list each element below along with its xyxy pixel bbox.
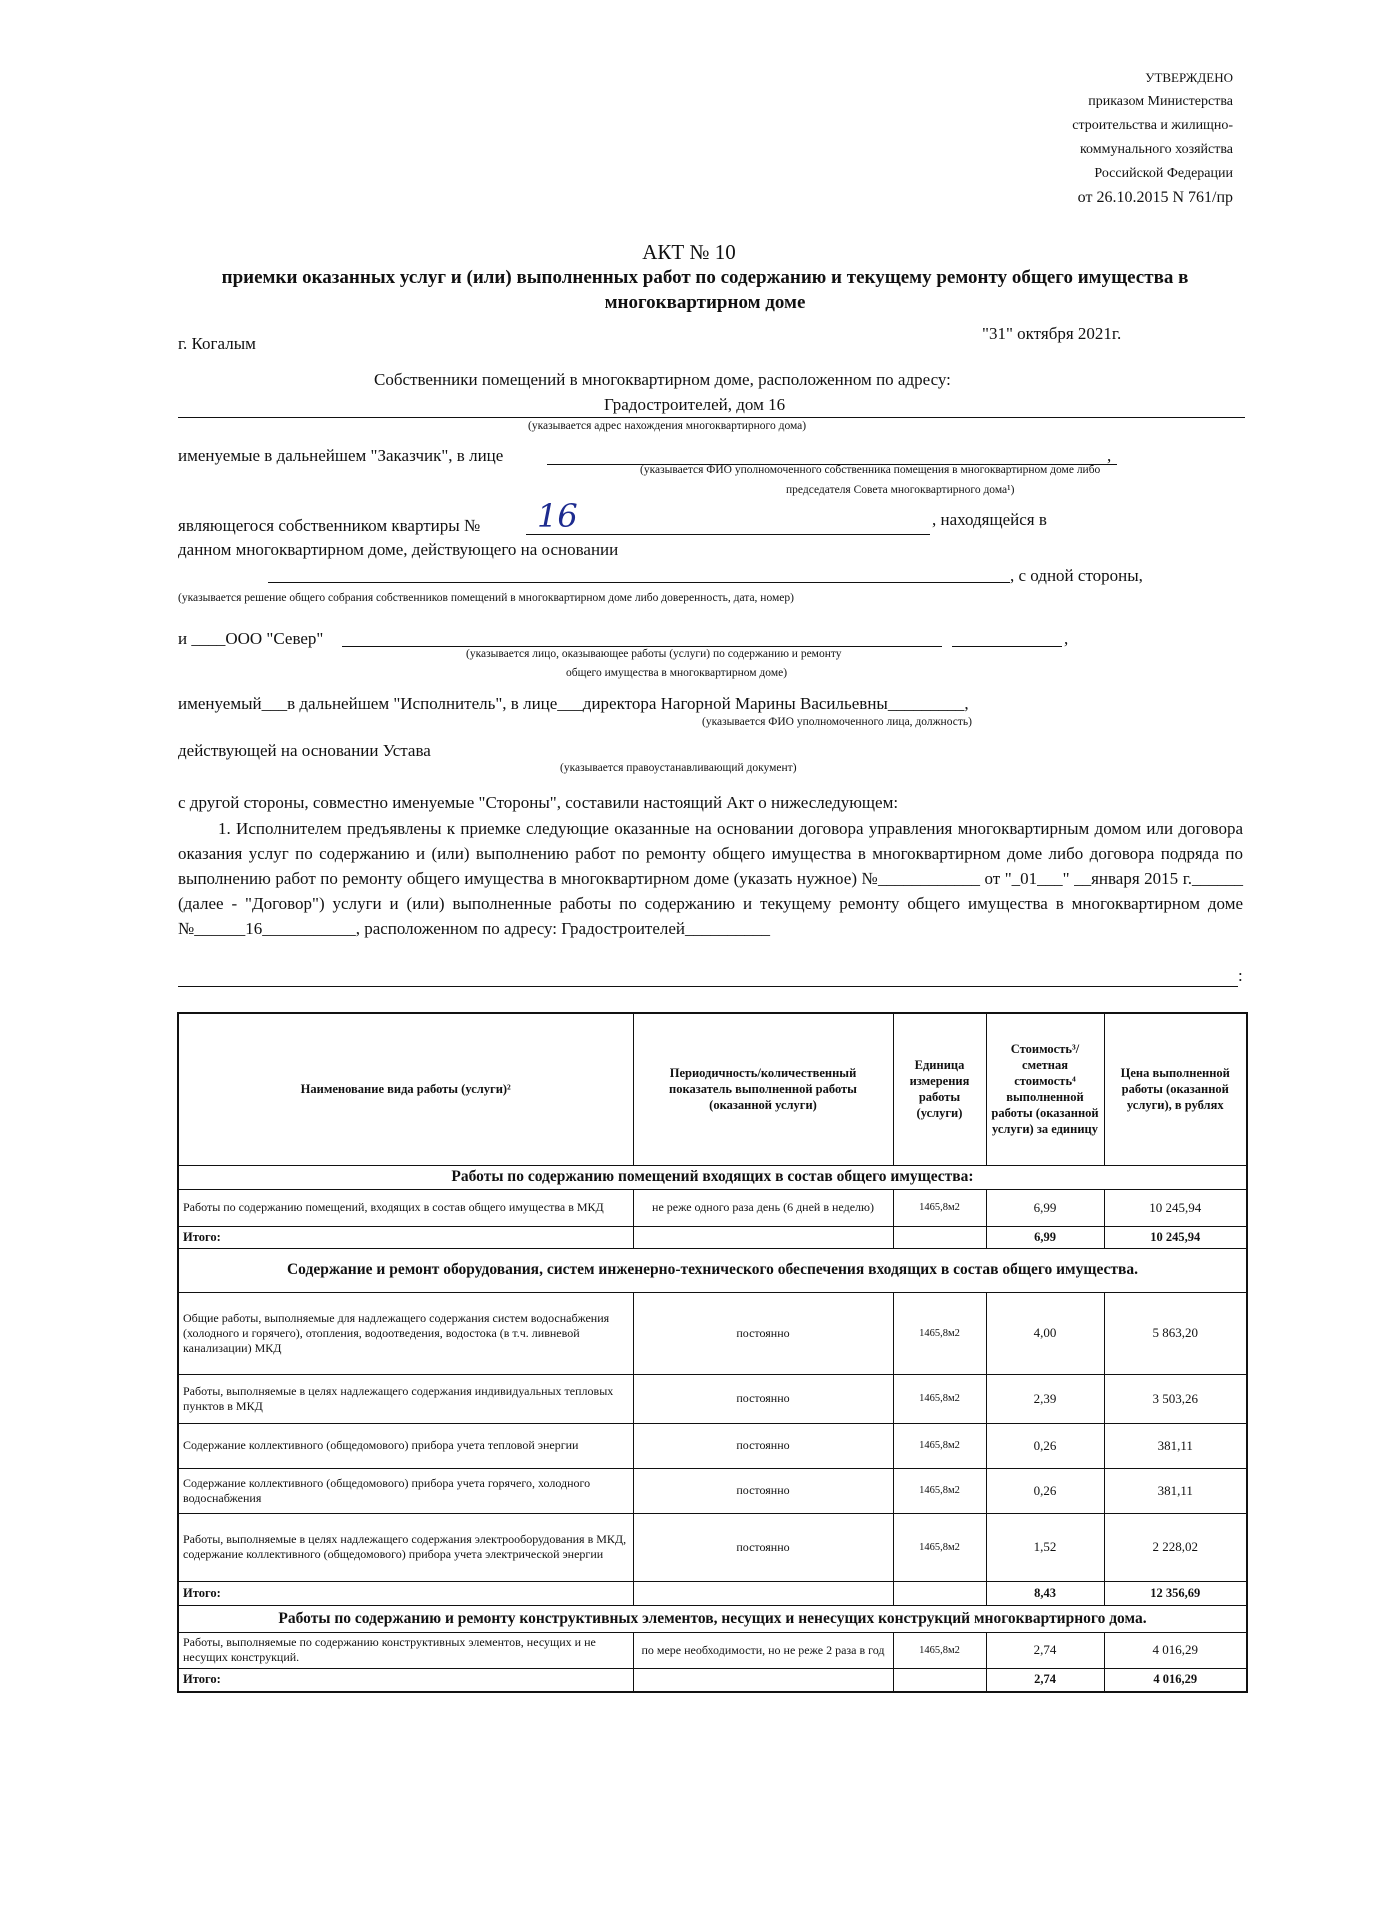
cell-name: Содержание коллективного (общедомового) прибора учета горячего, холодного водоснабжения bbox=[178, 1468, 633, 1513]
works-table bbox=[177, 1012, 1248, 1693]
basis-line: данном многоквартирном доме, действующего на основании bbox=[178, 540, 619, 559]
cell-name: Работы, выполняемые по содержанию конструктивных элементов, несущих и не несущих конструкций. bbox=[178, 1632, 633, 1668]
one-side: , с одной стороны, bbox=[1010, 566, 1143, 585]
header-price: Цена выполненной работы (оказанной услуги), в рублях bbox=[1104, 1013, 1247, 1165]
total-label: Итого: bbox=[178, 1226, 633, 1248]
basis-hint: (указывается решение общего собрания собственников помещений в многоквартирном доме либо доверенность, дата, номер) bbox=[178, 592, 794, 604]
cell-period: постоянно bbox=[633, 1423, 893, 1468]
section-title: Содержание и ремонт оборудования, систем инженерно-технического обеспечения входящих в состав общего имущества. bbox=[178, 1248, 1247, 1292]
cell-name: Содержание коллективного (общедомового) прибора учета тепловой энергии bbox=[178, 1423, 633, 1468]
total-cost: 6,99 bbox=[986, 1226, 1104, 1248]
contractor-hint-2: общего имущества в многоквартирном доме) bbox=[566, 667, 788, 679]
total-label: Итого: bbox=[178, 1581, 633, 1605]
cell-name: Работы по содержанию помещений, входящих в состав общего имущества в МКД bbox=[178, 1189, 633, 1226]
contractor-underline-2 bbox=[952, 646, 1062, 647]
cell-cost: 6,99 bbox=[986, 1189, 1104, 1226]
table-row bbox=[178, 1423, 1247, 1468]
located-in: , находящейся в bbox=[932, 510, 1047, 529]
approval-block bbox=[1072, 66, 1233, 210]
approval-line: УТВЕРЖДЕНО bbox=[1145, 70, 1233, 85]
table-header-row bbox=[178, 1013, 1247, 1165]
cell-cost: 0,26 bbox=[986, 1423, 1104, 1468]
table-row bbox=[178, 1632, 1247, 1668]
total-cost: 2,74 bbox=[986, 1668, 1104, 1692]
cell-price: 2 228,02 bbox=[1104, 1513, 1247, 1581]
cell-cost: 1,52 bbox=[986, 1513, 1104, 1581]
other-side-line: с другой стороны, совместно именуемые "Стороны", составили настоящий Акт о нижеследующем: bbox=[178, 793, 899, 812]
table-row bbox=[178, 1292, 1247, 1374]
cell-price: 5 863,20 bbox=[1104, 1292, 1247, 1374]
total-price: 12 356,69 bbox=[1104, 1581, 1247, 1605]
header-name: Наименование вида работы (услуги)² bbox=[178, 1013, 633, 1165]
cell-period: постоянно bbox=[633, 1513, 893, 1581]
cell-price: 381,11 bbox=[1104, 1423, 1247, 1468]
acting-hint: (указывается правоустанавливающий документ) bbox=[560, 762, 797, 774]
header-cost: Стоимость³/сметная стоимость⁴ выполненной работы (оказанной услуги) за единицу bbox=[986, 1013, 1104, 1165]
cell-cost: 4,00 bbox=[986, 1292, 1104, 1374]
cell-period: постоянно bbox=[633, 1468, 893, 1513]
section-row bbox=[178, 1165, 1247, 1189]
clause-1-end: : bbox=[1238, 966, 1243, 985]
approval-line: Российской Федерации bbox=[1094, 166, 1233, 181]
address-underline bbox=[178, 417, 1245, 418]
cell-name: Работы, выполняемые в целях надлежащего содержания электрооборудования в МКД, содержание коллективного (общедомового) прибора учета электрической энергии bbox=[178, 1513, 633, 1581]
header-period: Периодичность/количественный показатель выполненной работы (оказанной услуги) bbox=[633, 1013, 893, 1165]
cell-period: постоянно bbox=[633, 1374, 893, 1423]
table-row bbox=[178, 1189, 1247, 1226]
total-row bbox=[178, 1226, 1247, 1248]
approval-line: строительства и жилищно- bbox=[1072, 118, 1233, 133]
cell-price: 10 245,94 bbox=[1104, 1189, 1247, 1226]
cell-name: Общие работы, выполняемые для надлежащего содержания систем водоснабжения (холодного и горячего), отопления, водоотведения, водостока (в т.ч. ливневой канализации) МКД bbox=[178, 1292, 633, 1374]
comma: , bbox=[1107, 446, 1112, 465]
comma: , bbox=[1064, 629, 1069, 648]
total-cost: 8,43 bbox=[986, 1581, 1104, 1605]
section-row bbox=[178, 1248, 1247, 1292]
contractor-underline bbox=[342, 646, 942, 647]
city: г. Когалым bbox=[178, 334, 256, 353]
act-title: АКТ № 10 bbox=[642, 240, 736, 264]
cell-cost: 0,26 bbox=[986, 1468, 1104, 1513]
cell-unit: 1465,8м2 bbox=[893, 1374, 986, 1423]
clause-1-underline bbox=[178, 986, 1238, 987]
total-price: 10 245,94 bbox=[1104, 1226, 1247, 1248]
table-row bbox=[178, 1374, 1247, 1423]
total-label: Итого: bbox=[178, 1668, 633, 1692]
cell-period: по мере необходимости, но не реже 2 раза в год bbox=[633, 1632, 893, 1668]
handwritten-flat-number: 16 bbox=[537, 497, 578, 535]
section-title: Работы по содержанию помещений входящих в состав общего имущества: bbox=[178, 1165, 1247, 1189]
cell-unit: 1465,8м2 bbox=[893, 1632, 986, 1668]
cell-price: 381,11 bbox=[1104, 1468, 1247, 1513]
customer-line: именуемые в дальнейшем "Заказчик", в лице bbox=[178, 446, 504, 465]
act-subtitle: приемки оказанных услуг и (или) выполненных работ по содержанию и текущему ремонту общего имущества в многоквартирном доме bbox=[221, 267, 1189, 313]
address-hint: (указывается адрес нахождения многоквартирного дома) bbox=[528, 420, 807, 432]
customer-hint-2: председателя Совета многоквартирного дома¹) bbox=[786, 484, 1015, 496]
approval-line: коммунального хозяйства bbox=[1079, 142, 1233, 157]
cell-cost: 2,39 bbox=[986, 1374, 1104, 1423]
cell-name: Работы, выполняемые в целях надлежащего содержания индивидуальных тепловых пунктов в МКД bbox=[178, 1374, 633, 1423]
cell-unit: 1465,8м2 bbox=[893, 1423, 986, 1468]
approval-line: приказом Министерства bbox=[1088, 94, 1233, 109]
approval-line: от 26.10.2015 N 761/пр bbox=[1077, 189, 1233, 206]
acting-line: действующей на основании Устава bbox=[178, 741, 431, 760]
executor-line: именуемый___в дальнейшем "Исполнитель", в лице___директора Нагорной Марины Васильевны_________, bbox=[178, 694, 969, 713]
owners-intro: Собственники помещений в многоквартирном доме, расположенном по адресу: bbox=[374, 370, 951, 389]
owner-flat-line: являющегося собственником квартиры № bbox=[178, 516, 481, 535]
cell-unit: 1465,8м2 bbox=[893, 1513, 986, 1581]
basis-underline bbox=[268, 582, 1010, 583]
cell-unit: 1465,8м2 bbox=[893, 1468, 986, 1513]
cell-cost: 2,74 bbox=[986, 1632, 1104, 1668]
act-date: "31" октября 2021г. bbox=[982, 324, 1122, 343]
cell-unit: 1465,8м2 bbox=[893, 1189, 986, 1226]
total-row bbox=[178, 1668, 1247, 1692]
header-unit: Единица измерения работы (услуги) bbox=[893, 1013, 986, 1165]
section-title: Работы по содержанию и ремонту конструктивных элементов, несущих и ненесущих конструкций многоквартирного дома. bbox=[178, 1605, 1247, 1632]
table-row bbox=[178, 1513, 1247, 1581]
contractor-hint-1: (указывается лицо, оказывающее работы (услуги) по содержанию и ремонту bbox=[466, 648, 842, 660]
cell-unit: 1465,8м2 bbox=[893, 1292, 986, 1374]
contractor-line: и ____ООО "Север" bbox=[178, 629, 324, 648]
cell-period: постоянно bbox=[633, 1292, 893, 1374]
cell-price: 4 016,29 bbox=[1104, 1632, 1247, 1668]
address-value: Градостроителей, дом 16 bbox=[604, 395, 786, 414]
executor-hint: (указывается ФИО уполномоченного лица, должность) bbox=[702, 716, 972, 728]
total-price: 4 016,29 bbox=[1104, 1668, 1247, 1692]
total-row bbox=[178, 1581, 1247, 1605]
cell-price: 3 503,26 bbox=[1104, 1374, 1247, 1423]
customer-hint-1: (указывается ФИО уполномоченного собственника помещения в многоквартирном доме либо bbox=[640, 464, 1101, 476]
clause-1: 1. Исполнителем предъявлены к приемке следующие оказанные на основании договора управления многоквартирным домом или договора оказания услуг по содержанию и (или) выполнению работ по ремонту общего имущества в многоквартирном доме либо договора подряда по выполнению работ по ремонту общего имущества в многоквартирном доме (указать нужное) №____________ от "_01___" __января 2015 г.______ (далее - "Договор") услуги и (или) выполненные работы по содержанию и текущему ремонту общего имущества в многоквартирном доме №______16___________, расположенном по адресу: Градостроителей__________ bbox=[178, 819, 1243, 938]
table-row bbox=[178, 1468, 1247, 1513]
cell-period: не реже одного раза день (6 дней в неделю) bbox=[633, 1189, 893, 1226]
flat-underline bbox=[526, 534, 930, 535]
section-row bbox=[178, 1605, 1247, 1632]
